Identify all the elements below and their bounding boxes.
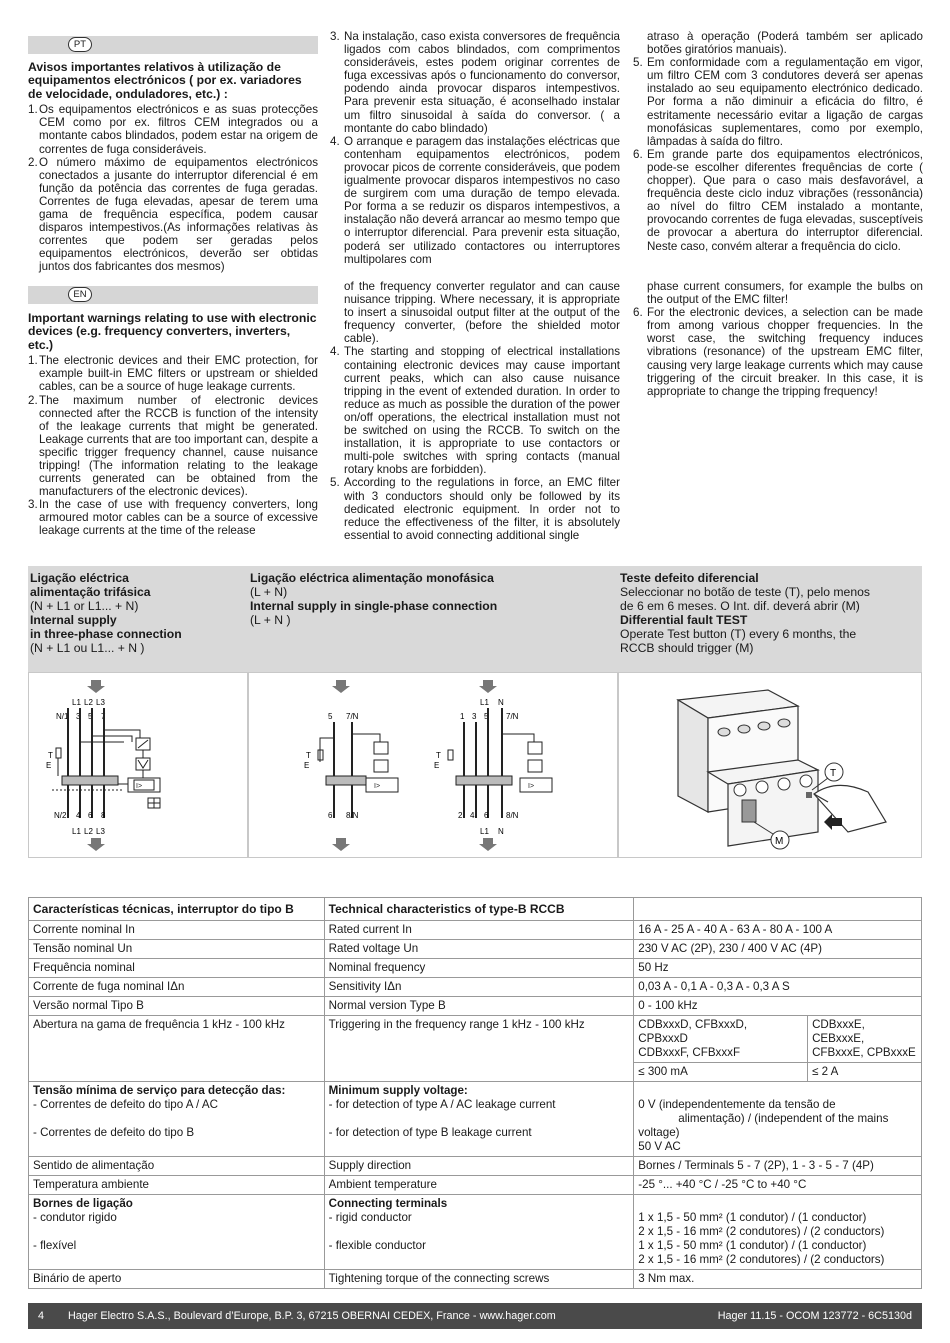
svg-text:L2: L2 <box>84 827 93 836</box>
table-row: Frequência nominal Nominal frequency 50 Hz <box>29 959 922 978</box>
svg-text:I>: I> <box>374 783 381 790</box>
table-row: Binário de aperto Tightening torque of the connecting screws 3 Nm max. <box>29 1270 922 1289</box>
svg-text:L2: L2 <box>84 698 93 707</box>
test-caption: Teste defeito diferencial Seleccionar no botão de teste (T), pelo menos de 6 em 6 meses. O Int. dif. deverá abrir (M) Differential fault TEST Operate Test button (T) every 6 months, the RCCB should trigger (M) <box>620 571 870 655</box>
svg-text:5: 5 <box>484 712 489 721</box>
list-item: 4. O arranque e paragem das instalações eléctricas que contenham equipamentos electrónicos, podem provocar picos de corrente consideráveis, que podem igualmente provocar disparos intempestivos no caso de surgirem com uma duração de tempo elevada. Por forma a se reduzir os disparos intempestivos, a instalação não deverá arrancar ao mesmo tempo que o interruptor diferencial. Para prevenir esta situação, poderá ser utilizado contactores ou interruptores multipolares com <box>330 134 620 266</box>
table-row: Sentido de alimentação Supply direction Bornes / Terminals 5 - 7 (2P), 1 - 3 - 5 - 7 (4P) <box>29 1157 922 1176</box>
list-item: atraso à operação (Poderá também ser aplicado botões giratórios manuais). <box>647 30 923 57</box>
svg-text:6: 6 <box>328 811 333 820</box>
list-item: 4. The starting and stopping of electrical installations containing electronic devices may cause important current peaks, which can also cause nuisance tripping in the event of extended duration. In order to reduce as much as possible the duration of the power on/off operations, the electrical installation must not be switched on using the RCCB. To switch on the installation, it is appropriate to use contactors or multi-pole switches with spring contacts (manual rotary knobs are forbidden). <box>330 345 620 477</box>
footer-address: Hager Electro S.A.S., Boulevard d’Europe, B.P. 3, 67215 OBERNAI CEDEX, France - www.hager.com <box>68 1310 556 1322</box>
svg-text:N: N <box>498 698 504 707</box>
load-arrow-icon <box>479 838 497 851</box>
load-arrow-icon <box>87 838 105 851</box>
single-phase-caption: Ligação eléctrica alimentação monofásica (L + N) Internal supply in single-phase connection (L + N ) <box>250 571 498 627</box>
en-language-badge: EN <box>68 287 92 302</box>
pt-language-band <box>28 36 318 54</box>
table-row: Tensão mínima de serviço para detecção das: - Correntes de defeito do tipo A / AC - Correntes de defeito do tipo B Minimum supply voltage: - for detection of type A / AC leakage current - for detection of type B leakage current 0 V (independentemente da tensão de alimentação) / (independent of the mains voltage) 50 V AC <box>29 1082 922 1157</box>
svg-text:4: 4 <box>470 811 475 820</box>
svg-text:N: N <box>498 827 504 836</box>
page-footer <box>28 1303 922 1329</box>
list-item: 6. For the electronic devices, a selection can be made from among various chopper frequencies. In the worst case, the switching frequency induces vibrations (resonance) of the upstream EMC filter, causing very large leakage currents which may cause triggering of the circuit breaker. In this case, it is appropriate to change the tripping frequency! <box>633 306 923 398</box>
table-row: Versão normal Tipo B Normal version Type B 0 - 100 kHz <box>29 997 922 1016</box>
en-column-3 <box>633 280 923 398</box>
table-row: Abertura na gama de frequência 1 kHz - 100 kHz Triggering in the frequency range 1 kHz - 100 kHz CDBxxxD, CFBxxxD, CPBxxxD CDBxxxF, CFBxxxF CDBxxxE, CEBxxxE, CFBxxxE, CPBxxxE <box>29 1016 922 1063</box>
three-phase-wiring-diagram <box>28 672 248 858</box>
pt-column-1 <box>28 61 318 273</box>
supply-arrow-icon <box>479 680 497 693</box>
en-column-1 <box>28 312 318 538</box>
load-arrow-icon <box>332 838 350 851</box>
pt-column-2 <box>330 30 620 266</box>
svg-text:T: T <box>436 751 441 760</box>
list-item: 2. The maximum number of electronic devices connected after the RCCB is function of the intensity of the leakage currents that might be generated. Leakage currents that are too important can, despite a specific trigger frequency channel, cause nuisance tripping! (The information relating to the leakage currents generated can be obtained from the manufacturers of the electronic devices). <box>28 393 318 499</box>
footer-reference: Hager 11.15 - OCOM 123772 - 6C5130d <box>717 1310 912 1322</box>
list-item: 1. The electronic devices and their EMC protection, for example built-in EMC filters or upstream or shielded cables, can be a source of huge leakage currents. <box>28 354 318 394</box>
en-column-2 <box>330 280 620 542</box>
page-number: 4 <box>38 1310 45 1322</box>
list-item: 3. In the case of use with frequency converters, long armoured motor cables can be a source of excessive leakage currents at the time of the release <box>28 498 318 538</box>
list-item: 1. Os equipamentos electrónicos e as suas protecções CEM como por ex. filtros CEM integrados ou a montante cabos blindados, podem estar na origem de correntes de fuga consideráveis. <box>28 103 318 156</box>
svg-text:N/1: N/1 <box>56 712 69 721</box>
en-language-band <box>28 286 318 304</box>
table-row: Corrente de fuga nominal IΔn Sensitivity IΔn 0,03 A - 0,1 A - 0,3 A - 0,3 A S <box>29 978 922 997</box>
single-phase-wiring-diagrams <box>248 672 618 858</box>
svg-text:8/N: 8/N <box>346 811 359 820</box>
list-item: phase current consumers, for example the bulbs on the output of the EMC filter! <box>647 280 923 307</box>
svg-text:T: T <box>48 751 53 760</box>
pt-column-3 <box>633 30 923 253</box>
svg-text:3: 3 <box>472 712 477 721</box>
list-item: of the frequency converter regulator and can cause nuisance tripping. Where necessary, it is appropriate to insert a sinusoidal output filter at the output of the frequency converter, (before the shielded motor cable). <box>344 280 620 346</box>
svg-text:1: 1 <box>460 712 465 721</box>
svg-text:I>: I> <box>528 783 535 790</box>
svg-text:L3: L3 <box>96 827 105 836</box>
technical-characteristics-table <box>28 897 922 1289</box>
svg-text:T: T <box>830 768 837 779</box>
svg-text:L1: L1 <box>480 827 489 836</box>
svg-text:N/2: N/2 <box>54 811 67 820</box>
table-row: Bornes de ligação - condutor rigido - flexível Connecting terminals - rigid conductor - flexible conductor 1 x 1,5 - 50 mm² (1 condutor) / (1 conductor) 2 x 1,5 - 16 mm² (2 condutores) / (2 conductors) 1 x 1,5 - 50 mm² (1 condutor) / (1 conductor) 2 x 1,5 - 16 mm² (2 condutores) / (2 conductors) <box>29 1195 922 1270</box>
test-button-illustration <box>618 672 922 858</box>
svg-text:E: E <box>46 761 52 770</box>
svg-text:7: 7 <box>101 712 106 721</box>
list-item: 6. Em grande parte dos equipamentos electrónicos, pode-se escolher diferentes frequências de corte ( chopper). Que para o caso mais desfavorável, a frequência deste ciclo induz vibrações (ressonância) ao nível do filtro CEM instalado a montante, provocando correntes de fuga elevadas, susceptíveis de provocar a abertura do interruptor diferencial. Neste caso, convém alterar a frequência do ciclo. <box>633 147 923 253</box>
svg-text:5: 5 <box>88 712 93 721</box>
svg-text:8: 8 <box>101 811 106 820</box>
list-item: 5. According to the regulations in force, an EMC filter with 3 conductors should only be followed by its dedicated electronic equipment. In order not to reduce the effectiveness of the filter, it is absolutely essential to avoid connecting additional single <box>330 476 620 542</box>
pt-heading: Avisos importantes relativos à utilização de equipamentos electrónicos ( por ex. variadores de velocidade, onduladores, etc.) : <box>28 60 302 101</box>
svg-text:M: M <box>775 836 784 847</box>
svg-text:I>: I> <box>136 783 143 790</box>
svg-text:8/N: 8/N <box>506 811 519 820</box>
svg-text:2: 2 <box>458 811 463 820</box>
table-row: Tensão nominal Un Rated voltage Un 230 V AC (2P), 230 / 400 V AC (4P) <box>29 940 922 959</box>
svg-text:L3: L3 <box>96 698 105 707</box>
svg-text:L1: L1 <box>480 698 489 707</box>
svg-text:T: T <box>306 751 311 760</box>
supply-arrow-icon <box>87 680 105 693</box>
svg-text:5: 5 <box>328 712 333 721</box>
svg-text:3: 3 <box>76 712 81 721</box>
svg-text:4: 4 <box>76 811 81 820</box>
svg-text:E: E <box>434 761 440 770</box>
en-heading: Important warnings relating to use with electronic devices (e.g. frequency converters, inverters, etc.) <box>28 311 317 352</box>
list-item: 2. O número máximo de equipamentos electrónicos conectados a jusante do interruptor diferencial é em função da potência das correntes de fuga geradas. Correntes de fuga elevadas, apesar de terem uma gama de frequência específica, podem causar disparos intempestivos.(As informações relativas às correntes que podem ser geradas pelos equipamentos electrónicos, deverão ser obtidas juntos dos fabricantes dos mesmos) <box>28 155 318 274</box>
table-header-row: Características técnicas, interruptor do tipo B Technical characteristics of type-B RCCB <box>29 898 922 921</box>
supply-arrow-icon <box>332 680 350 693</box>
svg-text:7/N: 7/N <box>506 712 519 721</box>
table-row: Temperatura ambiente Ambient temperature -25 °... +40 °C / -25 °C to +40 °C <box>29 1176 922 1195</box>
list-item: 3. Na instalação, caso exista conversores de frequência ligados com cabos blindados, com comprimentos consideráveis, estes podem originar correntes de fuga excessivas após o funcionamento do conversor, podendo ainda provocar disparos intempestivos. Para prevenir esta situação, é aconselhado instalar um filtro sinusoidal à saída do conversor. ( a montante do cabo blindado) <box>330 30 620 135</box>
svg-text:L1: L1 <box>72 827 81 836</box>
list-item: 5. Em conformidade com a regulamentação em vigor, um filtro CEM com 3 condutores deverá ser apenas instalado ao seu equipamento electrónico dedicado. Por forma a não diminuir a eficácia do filtro, é estritamente necessário evitar a ligação de cargas monofásicas suplementares, como por exemplo, lâmpadas à saída do filtro. <box>633 56 923 148</box>
pt-language-badge: PT <box>68 37 92 52</box>
svg-text:6: 6 <box>484 811 489 820</box>
three-phase-caption: Ligação eléctrica alimentação trifásica (N + L1 or L1... + N) Internal supply in three-phase connection (N + L1 ou L1... + N ) <box>30 571 182 655</box>
svg-text:E: E <box>304 761 310 770</box>
table-row: ≤ 300 mA ≤ 2 A <box>29 1063 922 1082</box>
svg-text:L1: L1 <box>72 698 81 707</box>
svg-text:6: 6 <box>88 811 93 820</box>
svg-text:7/N: 7/N <box>346 712 359 721</box>
table-row: Corrente nominal In Rated current In 16 A - 25 A - 40 A - 63 A - 80 A - 100 A <box>29 921 922 940</box>
